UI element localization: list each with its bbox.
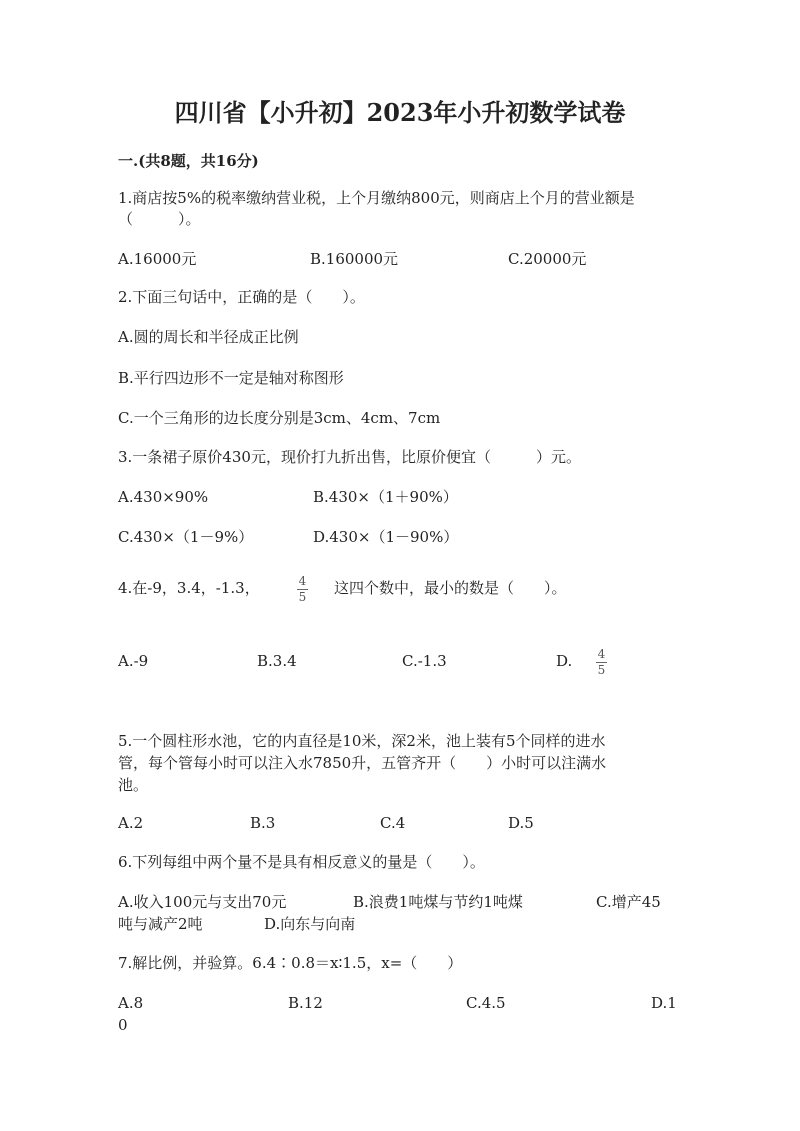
fraction-numerator: 4 — [597, 647, 606, 661]
question-3-option-b: B.430×（1＋90%） — [313, 488, 458, 506]
question-5-stem-line-3: 池。 — [118, 776, 149, 794]
question-7-option-a: A.8 — [118, 994, 144, 1012]
question-7-option-b: B.12 — [288, 994, 323, 1012]
fraction-numerator: 4 — [298, 574, 307, 588]
question-3-option-d: D.430×（1－90%） — [313, 528, 459, 546]
question-7-option-d-continued: 0 — [118, 1016, 128, 1034]
question-7-option-c: C.4.5 — [466, 994, 506, 1012]
question-4-stem-start: 4.在-9，3.4，-1.3， — [118, 579, 260, 597]
question-6-option-c-continued: 吨与减产2吨 — [118, 915, 203, 933]
question-1-stem-line-2: （ ）。 — [118, 210, 201, 228]
question-2-option-c: C.一个三角形的边长度分别是3cm、4cm、7cm — [118, 409, 441, 427]
question-5-option-c: C.4 — [380, 814, 406, 832]
question-4-option-c: C.-1.3 — [402, 652, 447, 670]
question-7-stem: 7.解比例，并验算。6.4∶0.8＝x∶1.5，x=（ ） — [118, 954, 463, 972]
question-6-option-b: B.浪费1吨煤与节约1吨煤 — [353, 893, 523, 911]
question-4-option-d: D. — [556, 652, 573, 670]
section-heading: 一.(共8题，共16分) — [118, 152, 259, 170]
question-3-option-a: A.430×90% — [118, 488, 209, 506]
question-7-option-d: D.1 — [651, 994, 677, 1012]
question-2-option-a: A.圆的周长和半径成正比例 — [118, 328, 299, 346]
question-6-option-a: A.收入100元与支出70元 — [118, 893, 287, 911]
question-1-option-a: A.16000元 — [118, 250, 197, 268]
question-6-option-d: D.向东与向南 — [264, 915, 356, 933]
question-6-stem: 6.下列每组中两个量不是具有相反意义的量是（ ）。 — [118, 853, 485, 871]
question-1-stem-line-1: 1.商店按5%的税率缴纳营业税，上个月缴纳800元，则商店上个月的营业额是 — [118, 189, 635, 207]
question-3-option-c: C.430×（1－9%） — [118, 528, 254, 546]
question-4-option-b: B.3.4 — [257, 652, 297, 670]
question-4-option-a: A.-9 — [118, 652, 149, 670]
page-title: 四川省【小升初】2023年小升初数学试卷 — [174, 98, 626, 127]
fraction-denominator: 5 — [298, 590, 307, 604]
question-6-option-c: C.增产45 — [596, 893, 661, 911]
question-4-option-d-fraction — [596, 648, 607, 677]
question-4-stem-end: 这四个数中，最小的数是（ ）。 — [334, 579, 567, 597]
question-5-option-a: A.2 — [118, 814, 144, 832]
fraction-denominator: 5 — [597, 663, 606, 677]
question-5-option-d: D.5 — [508, 814, 534, 832]
question-4-fraction — [297, 575, 308, 604]
question-2-stem: 2.下面三句话中，正确的是（ ）。 — [118, 288, 365, 306]
question-1-option-c: C.20000元 — [508, 250, 587, 268]
question-5-option-b: B.3 — [250, 814, 276, 832]
question-5-stem-line-2: 管，每个管每小时可以注入水7850升，五管齐开（ ）小时可以注满水 — [118, 754, 607, 772]
question-1-option-b: B.160000元 — [310, 250, 399, 268]
question-5-stem-line-1: 5.一个圆柱形水池，它的内直径是10米，深2米，池上装有5个同样的进水 — [118, 732, 606, 750]
question-3-stem: 3.一条裙子原价430元，现价打九折出售，比原价便宜（ ）元。 — [118, 448, 581, 466]
question-2-option-b: B.平行四边形不一定是轴对称图形 — [118, 369, 344, 387]
